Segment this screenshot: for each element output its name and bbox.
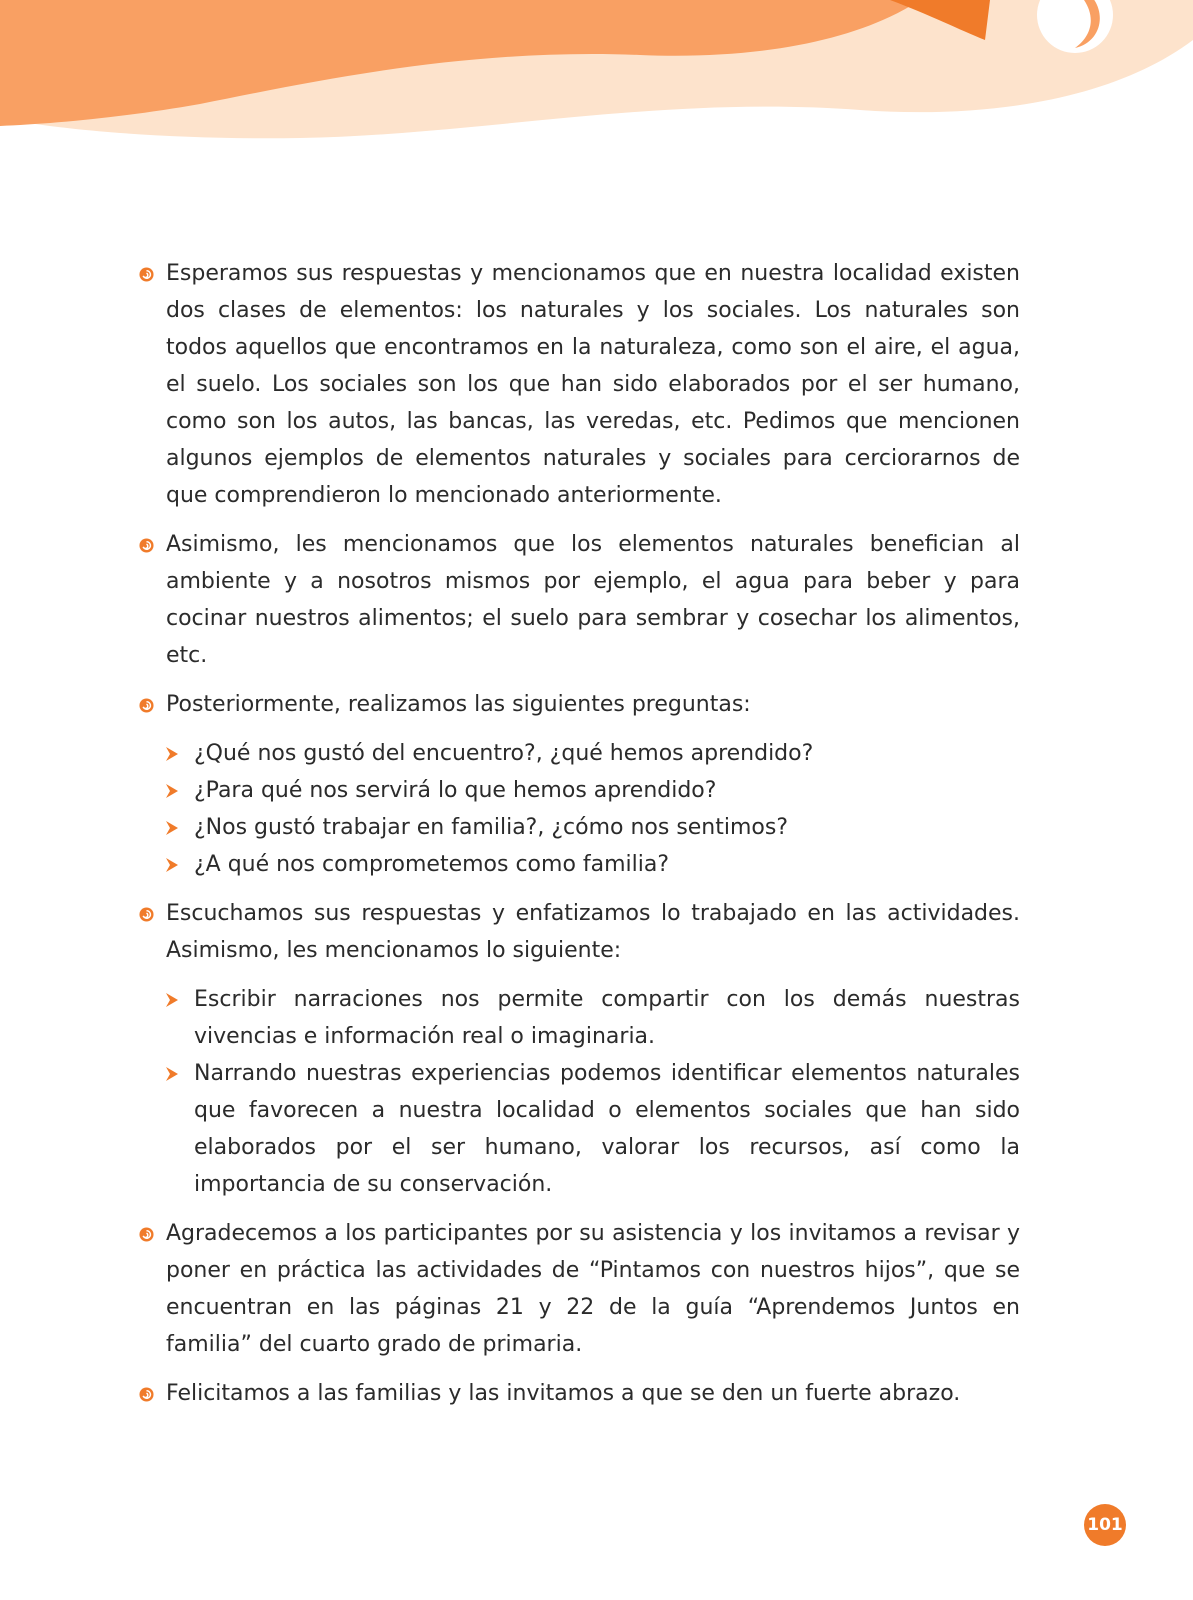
bullet-text: Felicitamos a las familias y las invitamos a que se den un fuerte abrazo. [166, 1381, 961, 1406]
list-item [194, 846, 1020, 883]
orange-spiral-bullet-icon [139, 907, 154, 922]
bullet-item [166, 895, 1020, 969]
question-text: ¿Para qué nos servirá lo que hemos aprendido? [194, 778, 717, 803]
question-text: ¿Qué nos gustó del encuentro?, ¿qué hemos aprendido? [194, 741, 814, 766]
bullet-text: Esperamos sus respuestas y mencionamos que en nuestra localidad existen dos clases de elementos: los naturales y los sociales. Los naturales son todos aquellos que encontramos en la naturaleza, como son el aire, el agua, el suelo. Los sociales son los que han sido elaborados por el ser humano, como son los autos, las bancas, las veredas, etc. Pedimos que mencionen algunos ejemplos de elementos naturales y sociales para cerciorarnos de que comprendieron lo mencionado anteriormente. [166, 261, 1020, 508]
orange-spiral-bullet-icon [139, 1387, 154, 1402]
question-text: ¿A qué nos comprometemos como familia? [194, 852, 670, 877]
list-item [194, 772, 1020, 809]
bullet-text: Asimismo, les mencionamos que los elementos naturales benefician al ambiente y a nosotros mismos por ejemplo, el agua para beber y para cocinar nuestros alimentos; el suelo para sembrar y cosechar los alimentos, etc. [166, 532, 1020, 668]
orange-chevron-icon [165, 1066, 179, 1082]
bullet-item [166, 255, 1020, 514]
orange-chevron-icon [165, 992, 179, 1008]
content-area [0, 255, 1193, 1424]
orange-chevron-icon [165, 820, 179, 836]
bullet-text: Escuchamos sus respuestas y enfatizamos lo trabajado en las actividades. Asimismo, les mencionamos lo siguiente: [166, 901, 1020, 963]
point-text: Narrando nuestras experiencias podemos identificar elementos naturales que favorecen a nuestra localidad o elementos sociales que han sido elaborados por el ser humano, valorar los recursos, así como la importancia de su conservación. [194, 1061, 1020, 1197]
orange-spiral-bullet-icon [139, 267, 154, 282]
bullet-text: Agradecemos a los participantes por su asistencia y los invitamos a revisar y poner en práctica las actividades de “Pintamos con nuestros hijos”, que se encuentran en las páginas 21 y 22 de la guía “Aprendemos Juntos en familia” del cuarto grado de primaria. [166, 1221, 1020, 1357]
orange-spiral-bullet-icon [139, 538, 154, 553]
questions-list [0, 735, 1193, 883]
page-number: 101 [1084, 1504, 1126, 1546]
orange-chevron-icon [165, 783, 179, 799]
header-wave-decoration [0, 0, 1193, 150]
orange-chevron-icon [165, 746, 179, 762]
question-text: ¿Nos gustó trabajar en familia?, ¿cómo nos sentimos? [194, 815, 789, 840]
bullet-item [166, 526, 1020, 674]
list-item [194, 809, 1020, 846]
list-item [194, 1055, 1020, 1203]
orange-chevron-icon [165, 857, 179, 873]
list-item [194, 981, 1020, 1055]
bullet-item [166, 1375, 1020, 1412]
bullet-item [166, 686, 1020, 723]
bullet-item [166, 1215, 1020, 1363]
point-text: Escribir narraciones nos permite compartir con los demás nuestras vivencias e información real o imaginaria. [194, 987, 1020, 1049]
points-list [0, 981, 1193, 1203]
bullet-text: Posteriormente, realizamos las siguientes preguntas: [166, 692, 751, 717]
list-item [194, 735, 1020, 772]
orange-spiral-bullet-icon [139, 1227, 154, 1242]
orange-spiral-bullet-icon [139, 698, 154, 713]
